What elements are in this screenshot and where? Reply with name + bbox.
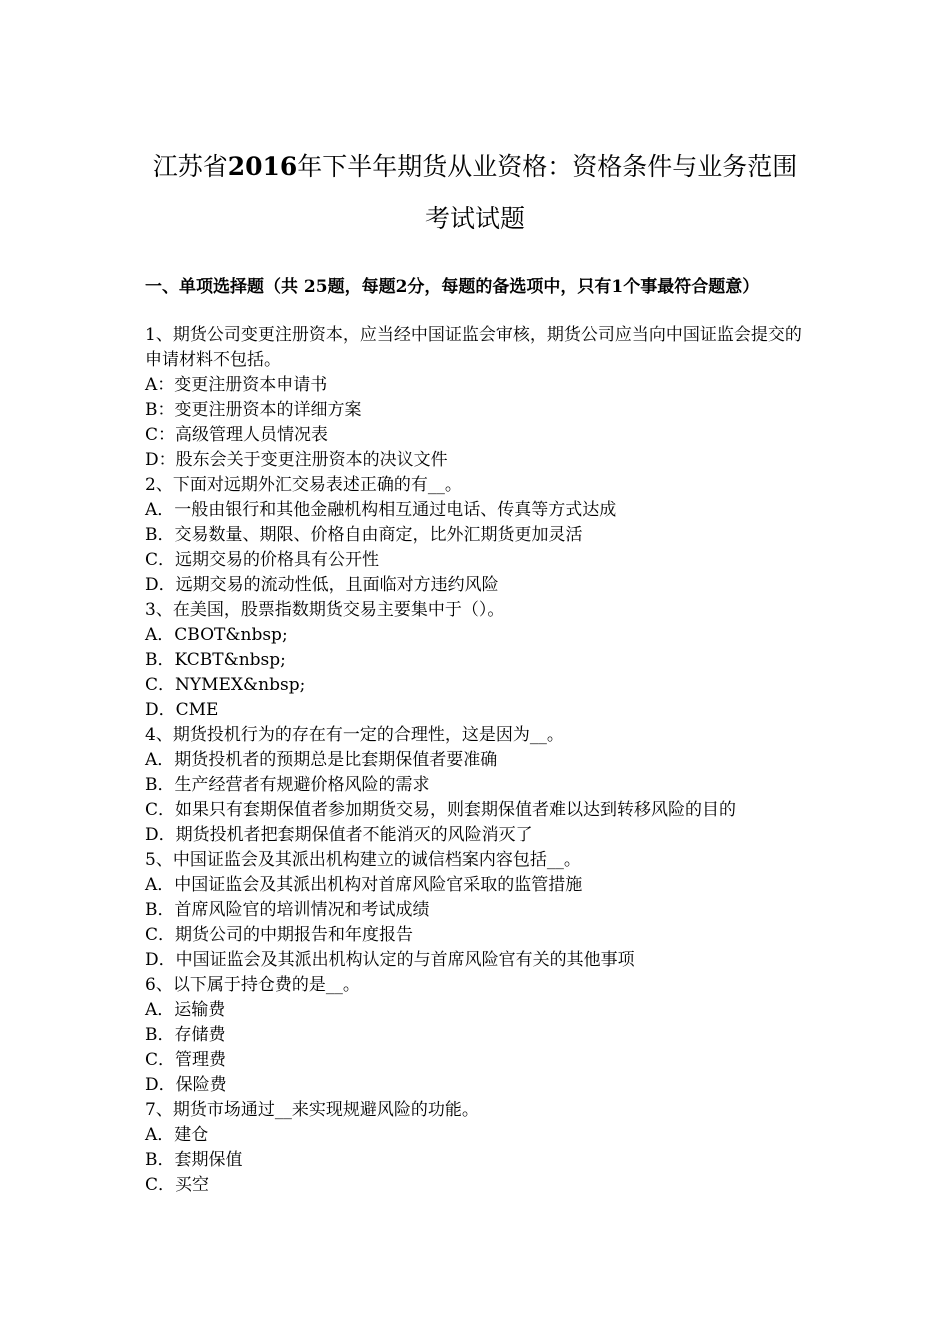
answer-option: A：变更注册资本申请书 — [145, 375, 328, 395]
answer-option: C．期货公司的中期报告和年度报告 — [145, 925, 414, 945]
answer-option: C．管理费 — [145, 1050, 227, 1070]
answer-option: A．CBOT&nbsp; — [145, 625, 288, 645]
answer-option: A．中国证监会及其派出机构对首席风险官采取的监管措施 — [145, 875, 583, 895]
answer-option: B．存储费 — [145, 1025, 226, 1045]
answer-option: A．一般由银行和其他金融机构相互通过电话、传真等方式达成 — [145, 500, 617, 520]
title-prefix: 江苏省 — [152, 152, 228, 181]
answer-option: D．远期交易的流动性低，且面临对方违约风险 — [145, 575, 499, 595]
question-stem: 4、期货投机行为的存在有一定的合理性，这是因为__。 — [145, 725, 564, 745]
answer-option: B．套期保值 — [145, 1150, 243, 1170]
answer-option: D：股东会关于变更注册资本的决议文件 — [145, 450, 448, 470]
answer-option: C．买空 — [145, 1175, 210, 1195]
section-header: 一、单项选择题（共 25题，每题2分，每题的备选项中，只有1个事最符合题意） — [145, 277, 760, 297]
answer-option: A．期货投机者的预期总是比套期保值者要准确 — [145, 750, 498, 770]
question-stem: 5、中国证监会及其派出机构建立的诚信档案内容包括__。 — [145, 850, 581, 870]
answer-option: B：变更注册资本的详细方案 — [145, 400, 362, 420]
answer-option: B．生产经营者有规避价格风险的需求 — [145, 775, 430, 795]
document-title-line2: 考试试题 — [424, 204, 525, 233]
answer-option: C：高级管理人员情况表 — [145, 425, 329, 445]
answer-option: A．运输费 — [145, 1000, 226, 1020]
question-stem: 6、以下属于持仓费的是__。 — [145, 975, 360, 995]
question-stem: 3、在美国，股票指数期货交易主要集中于（）。 — [145, 600, 505, 620]
answer-option: B．首席风险官的培训情况和考试成绩 — [145, 900, 430, 920]
answer-option: A．建仓 — [145, 1125, 209, 1145]
answer-option: D．CME — [145, 700, 219, 720]
answer-option: D．期货投机者把套期保值者不能消灭的风险消灭了 — [145, 825, 533, 845]
title-suffix: 年下半年期货从业资格：资格条件与业务范围 — [297, 152, 798, 181]
answer-option: B．交易数量、期限、价格自由商定，比外汇期货更加灵活 — [145, 525, 583, 545]
question-stem: 2、下面对远期外汇交易表述正确的有__。 — [145, 475, 462, 495]
answer-option: C．远期交易的价格具有公开性 — [145, 550, 380, 570]
answer-option: C．NYMEX&nbsp; — [145, 675, 306, 695]
answer-option: D．中国证监会及其派出机构认定的与首席风险官有关的其他事项 — [145, 950, 635, 970]
title-year: 2016 — [227, 152, 298, 181]
answer-option: D．保险费 — [145, 1075, 227, 1095]
question-list — [145, 323, 810, 1198]
answer-option: B．KCBT&nbsp; — [145, 650, 286, 670]
document-title-line1 — [100, 141, 850, 193]
question-stem: 7、期货市场通过__来实现规避风险的功能。 — [145, 1100, 479, 1120]
answer-option: C．如果只有套期保值者参加期货交易，则套期保值者难以达到转移风险的目的 — [145, 800, 737, 820]
question-stem: 1、期货公司变更注册资本，应当经中国证监会审核，期货公司应当向中国证监会提交的申请材料不包括。 — [145, 325, 802, 370]
